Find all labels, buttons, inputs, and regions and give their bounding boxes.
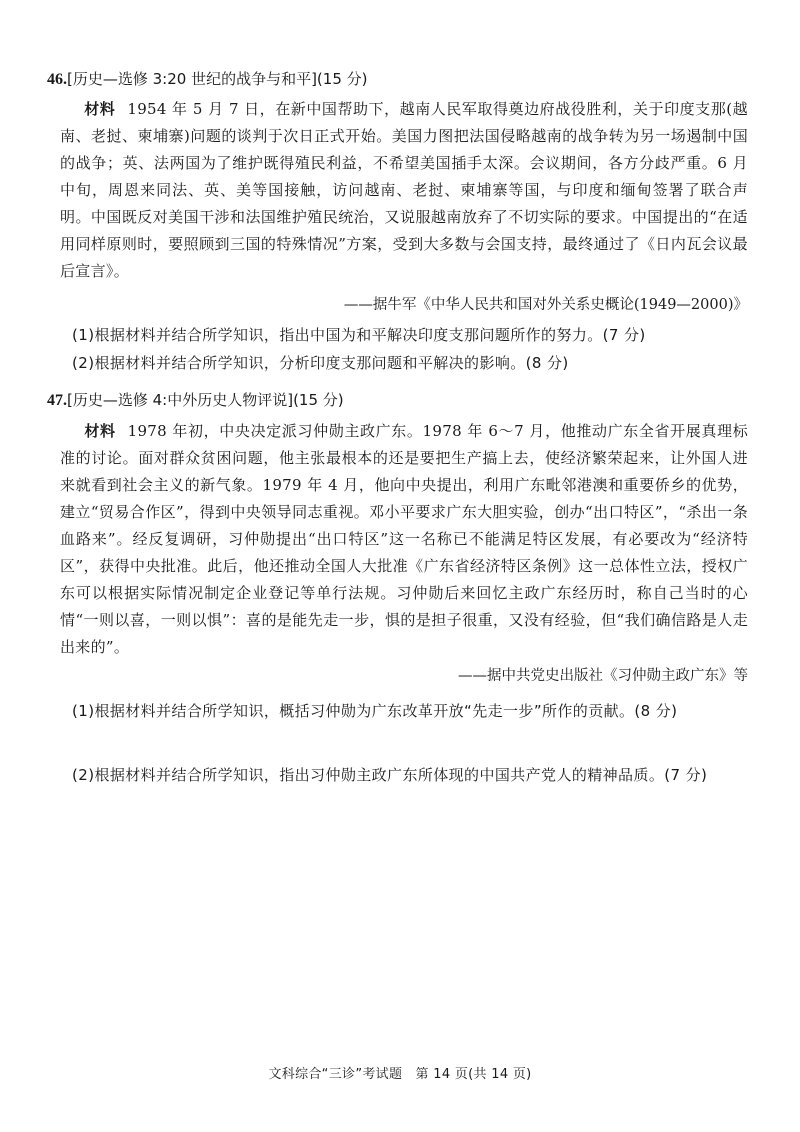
question-46-material bbox=[60, 96, 748, 285]
question-46-material-label: 材料 bbox=[84, 100, 116, 118]
question-46-subquestion-1: (1)根据材料并结合所学知识，指出中国为和平解决印度支那问题所作的努力。(7 分) bbox=[72, 326, 646, 344]
question-46-subquestion-2: (2)根据材料并结合所学知识，分析印度支那问题和平解决的影响。(8 分) bbox=[72, 354, 569, 372]
question-47-source: ——据中共党史出版社《习仲勋主政广东》等 bbox=[458, 668, 748, 684]
question-47-subquestion-2: (2)根据材料并结合所学知识，指出习仲勋主政广东所体现的中国共产党人的精神品质。(7 分) bbox=[72, 766, 708, 784]
question-47-header bbox=[47, 389, 344, 412]
question-47-subquestion-1: (1)根据材料并结合所学知识，概括习仲勋为广东改革开放“先走一步”所作的贡献。(8 分) bbox=[72, 702, 678, 720]
question-46-title: [历史—选修 3:20 世纪的战争与和平](15 分) bbox=[67, 70, 368, 88]
question-47-number: 47. bbox=[47, 392, 67, 409]
question-47-title: [历史—选修 4:中外历史人物评说](15 分) bbox=[67, 391, 344, 409]
page-footer: 文科综合“三诊”考试题 第 14 页(共 14 页) bbox=[268, 1067, 532, 1082]
question-47-material-text: 1978 年初，中央决定派习仲勋主政广东。1978 年 6～7 月，他推动广东全省开展真理标准的讨论。面对群众贫困问题，他主张最根本的还是要把生产搞上去，使经济繁荣起来，让外国人进来就看到社会主义的新气象。1979 年 4 月，他向中央提出，利用广东毗邻港澳和重要侨乡的优势，建立“贸易合作区”，得到中央领导同志重视。邓小平要求广东大胆实验，创办“出口特区”，“杀出一条血路来”。经反复调研，习仲勋提出“出口特区”这一名称已不能满足特区发展，有必要改为“经济特区”，获得中央批准。此后，他还推动全国人大批准《广东省经济特区条例》这一总体性立法，授权广东可以根据实际情况制定企业登记等单行法规。习仲勋后来回忆主政广东经历时，称自己当时的心情“一则以喜，一则以惧”：喜的是能先走一步，惧的是担子很重，又没有经验，但“我们确信路是人走出来的”。 bbox=[60, 422, 748, 656]
question-46-material-text: 1954 年 5 月 7 日，在新中国帮助下，越南人民军取得奠边府战役胜利，关于印度支那(越南、老挝、柬埔寨)问题的谈判于次日正式开始。美国力图把法国侵略越南的战争转为另一场遏制中国的战争；英、法两国为了维护既得殖民利益，不希望美国插手太深。会议期间，各方分歧严重。6 月中旬，周恩来同法、英、美等国接触，访问越南、老挝、柬埔寨等国，与印度和缅甸签署了联合声明。中国既反对美国干涉和法国维护殖民统治，又说服越南放弃了不切实际的要求。中国提出的“在适用同样原则时，要照顾到三国的特殊情况”方案，受到大多数与会国支持，最终通过了《日内瓦会议最后宣言》。 bbox=[60, 100, 748, 280]
question-46-header bbox=[47, 68, 368, 91]
question-47-material bbox=[60, 418, 748, 661]
question-47-material-label: 材料 bbox=[84, 422, 116, 440]
question-46-source: ——据牛军《中华人民共和国对外关系史概论(1949—2000)》 bbox=[343, 297, 748, 313]
question-46-number: 46. bbox=[47, 71, 67, 88]
